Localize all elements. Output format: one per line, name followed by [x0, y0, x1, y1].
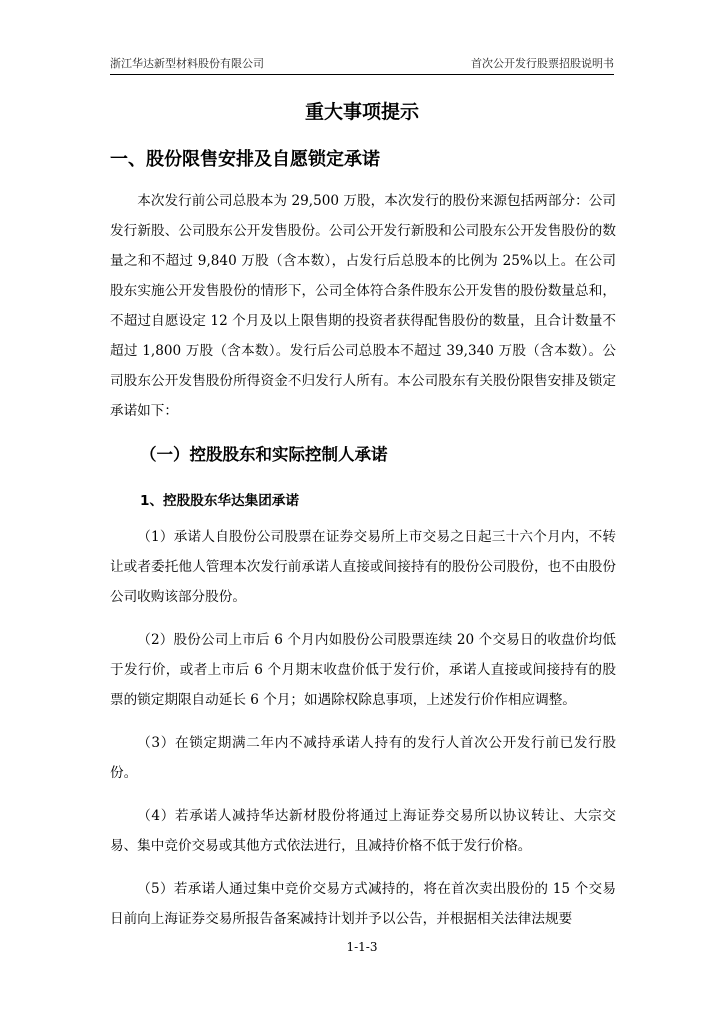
commitment-paragraph-3: （3）在锁定期满二年内不减持承诺人持有的发行人首次公开发行前已发行股份。 — [110, 735, 616, 781]
page-number: 1-1-3 — [346, 940, 378, 954]
header-company-name: 浙江华达新型材料股份有限公司 — [110, 57, 264, 70]
commitment-paragraphs — [110, 522, 616, 934]
item-heading: 1、控股股东华达集团承诺 — [140, 493, 299, 509]
intro-paragraph: 本次发行前公司总股本为 29,500 万股，本次发行的股份来源包括两部分：公司发行新股、公司股东公开发售股份。公司公开发行新股和公司股东公开发售股份的数量之和不超过 9,840 万股（含本数），占发行后总股本的比例为 25%以上。在公司股东实施公开发售股份的情形下，公司全体符合条件股东公开发售的股份数量总和，不超过自愿设定 12 个月及以上限售期的投资者获得配售股份的数量，且合计数量不超过 1,800 万股（含本数）。发行后公司总股本不超过 39,340 万股（含本数）。公司股东公开发售股份所得资金不归发行人所有。本公司股东有关股份限售安排及锁定承诺如下： — [110, 193, 616, 419]
commitment-paragraph-1: （1）承诺人自股份公司股票在证券交易所上市交易之日起三十六个月内，不转让或者委托他人管理本次发行前承诺人直接或间接持有的股份公司股份，也不由股份公司收购该部分股份。 — [110, 529, 616, 605]
subsection-heading: （一）控股股东和实际控制人承诺 — [140, 445, 388, 464]
commitment-paragraph-5: （5）若承诺人通过集中竞价交易方式减持的，将在首次卖出股份的 15 个交易日前向上海证券交易所报告备案减持计划并予以公告，并根据相关法律法规要 — [110, 881, 616, 927]
header-divider — [110, 74, 614, 75]
section-intro — [110, 186, 616, 426]
section-heading: 一、股份限售安排及自愿锁定承诺 — [110, 149, 380, 170]
commitment-paragraph-4: （4）若承诺人减持华达新材股份将通过上海证券交易所以协议转让、大宗交易、集中竞价交易或其他方式依法进行，且减持价格不低于发行价格。 — [110, 808, 616, 854]
header-document-name: 首次公开发行股票招股说明书 — [471, 57, 614, 70]
page-title: 重大事项提示 — [304, 101, 419, 123]
commitment-paragraph-2: （2）股份公司上市后 6 个月内如股份公司股票连续 20 个交易日的收盘价均低于发行价，或者上市后 6 个月期末收盘价低于发行价，承诺人直接或间接持有的股票的锁定期限自动延长 6 个月；如遇除权除息事项，上述发行价作相应调整。 — [110, 632, 616, 708]
